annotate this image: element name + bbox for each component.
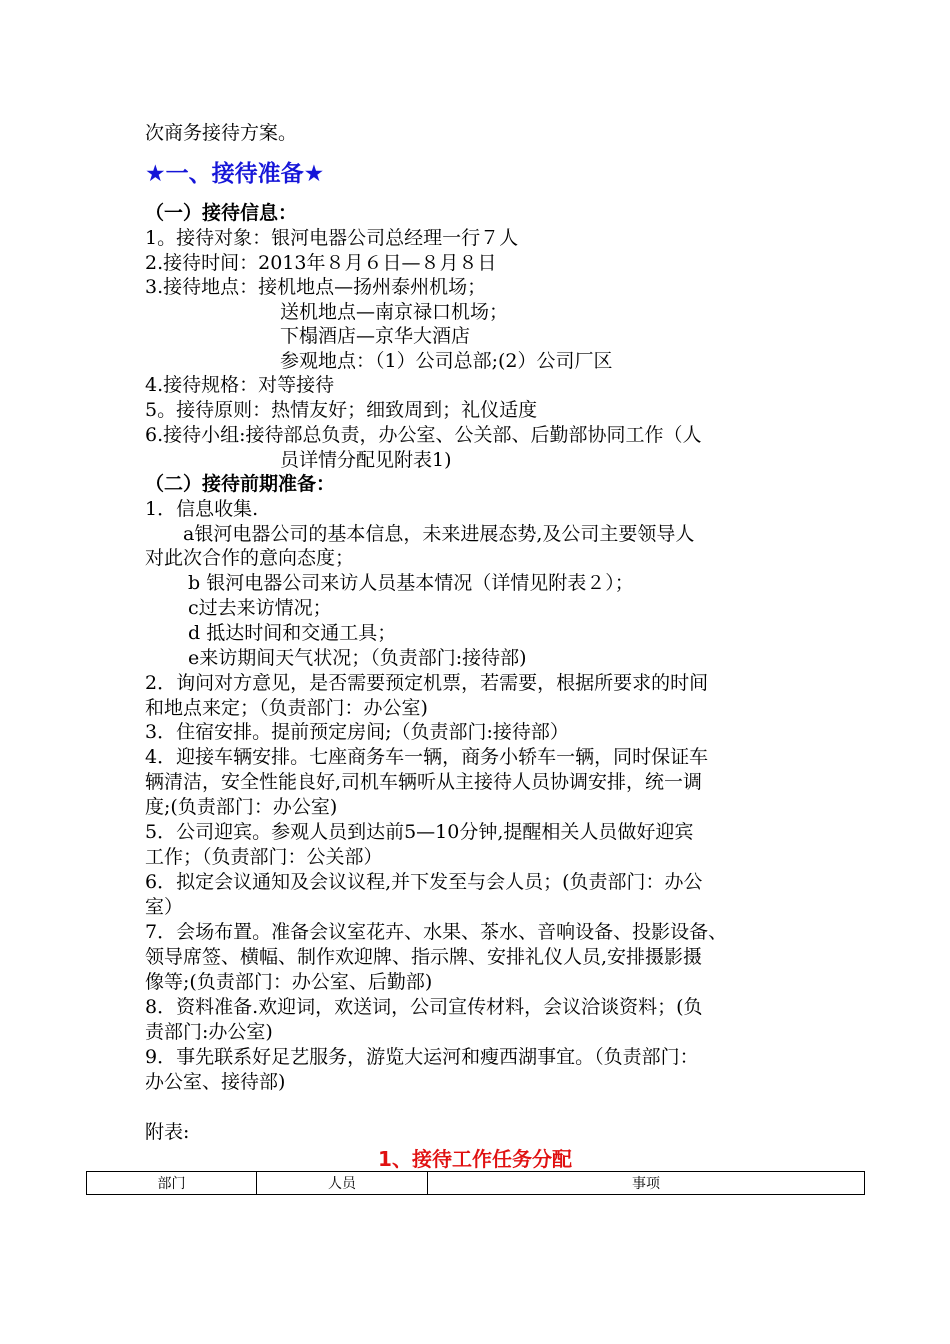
info-item-3-cont: 送机地点—南京禄口机场；: [280, 301, 509, 323]
info-item-1: 1。接待对象：银河电器公司总经理一行７人: [145, 227, 519, 249]
prep-item-1: 1．信息收集.: [145, 498, 259, 520]
prep-item-3: 3．住宿安排。提前预定房间;（负责部门:接待部）: [145, 721, 569, 743]
prep-item-5-cont: 工作；（负责部门：公关部）: [145, 846, 383, 868]
prep-item-1b: b 银河电器公司来访人员基本情况（详情见附表２）；: [188, 572, 634, 594]
prep-item-4: 4．迎接车辆安排。七座商务车一辆，商务小轿车一辆，同时保证车: [145, 746, 709, 768]
prep-item-1d: d 抵达时间和交通工具；: [188, 622, 397, 644]
prep-item-2-cont: 和地点来定；（负责部门：办公室): [145, 697, 428, 719]
prep-item-4-cont: 度;(负责部门：办公室): [145, 796, 338, 818]
column-header-personnel: 人员: [257, 1172, 428, 1195]
prep-item-1a-cont: 对此次合作的意向态度；: [145, 547, 355, 569]
table-title: 1、接待工作任务分配: [378, 1147, 572, 1171]
prep-item-8: 8．资料准备.欢迎词，欢送词，公司宣传材料，会议洽谈资料；(负: [145, 996, 703, 1018]
info-item-2: 2.接待时间：2013年８月６日—８月８日: [145, 252, 497, 274]
info-item-3-cont: 下榻酒店—京华大酒店: [280, 325, 471, 347]
prep-item-9: 9．事先联系好足艺服务，游览大运河和瘦西湖事宜。（负责部门：: [145, 1046, 699, 1068]
prep-item-7-cont: 像等;(负责部门：办公室、后勤部): [145, 971, 433, 993]
column-header-department: 部门: [87, 1172, 257, 1195]
prep-item-2: 2．询问对方意见，是否需要预定机票，若需要，根据所要求的时间: [145, 672, 709, 694]
appendix-label: 附表:: [145, 1121, 190, 1143]
column-header-matters: 事项: [428, 1172, 865, 1195]
info-item-6: 6.接待小组:接待部总负责，办公室、公关部、后勤部协同工作（人: [145, 424, 702, 446]
section-heading: ★一、接待准备★: [145, 161, 325, 187]
prep-item-4-cont: 辆清洁，安全性能良好,司机车辆听从主接待人员协调安排，统一调: [145, 771, 703, 793]
info-item-3-cont: 参观地点：（1）公司总部;(2）公司厂区: [280, 350, 613, 372]
prep-item-9-cont: 办公室、接待部): [145, 1071, 286, 1093]
prep-item-7-cont: 领导席签、横幅、制作欢迎牌、指示牌、安排礼仪人员,安排摄影摄: [145, 946, 703, 968]
info-item-6-cont: 员详情分配见附表1): [280, 449, 452, 471]
subsection-heading-1: （一）接待信息：: [145, 202, 298, 224]
prep-item-8-cont: 责部门:办公室): [145, 1021, 273, 1043]
prep-item-6: 6．拟定会议通知及会议议程,并下发至与会人员；(负责部门：办公: [145, 871, 703, 893]
prep-item-1a: a银河电器公司的基本信息，未来进展态势,及公司主要领导人: [145, 523, 695, 545]
table-header-row: [87, 1172, 865, 1195]
prep-item-1e: e来访期间天气状况；（负责部门:接待部): [188, 647, 527, 669]
subsection-heading-2: （二）接待前期准备：: [145, 473, 336, 495]
info-item-5: 5。接待原则：热情友好；细致周到；礼仪适度: [145, 399, 538, 421]
prep-item-6-cont: 室）: [145, 896, 184, 918]
task-assignment-table: [86, 1171, 865, 1195]
info-item-4: 4.接待规格：对等接待: [145, 374, 335, 396]
prep-item-1c: c过去来访情况；: [188, 597, 332, 619]
prep-item-7: 7．会场布置。准备会议室花卉、水果、茶水、音响设备、投影设备、: [145, 921, 728, 943]
prep-item-5: 5．公司迎宾。参观人员到达前5—10分钟,提醒相关人员做好迎宾: [145, 821, 694, 843]
info-item-3: 3.接待地点：接机地点—扬州泰州机场；: [145, 276, 487, 298]
intro-line: 次商务接待方案。: [145, 122, 298, 144]
